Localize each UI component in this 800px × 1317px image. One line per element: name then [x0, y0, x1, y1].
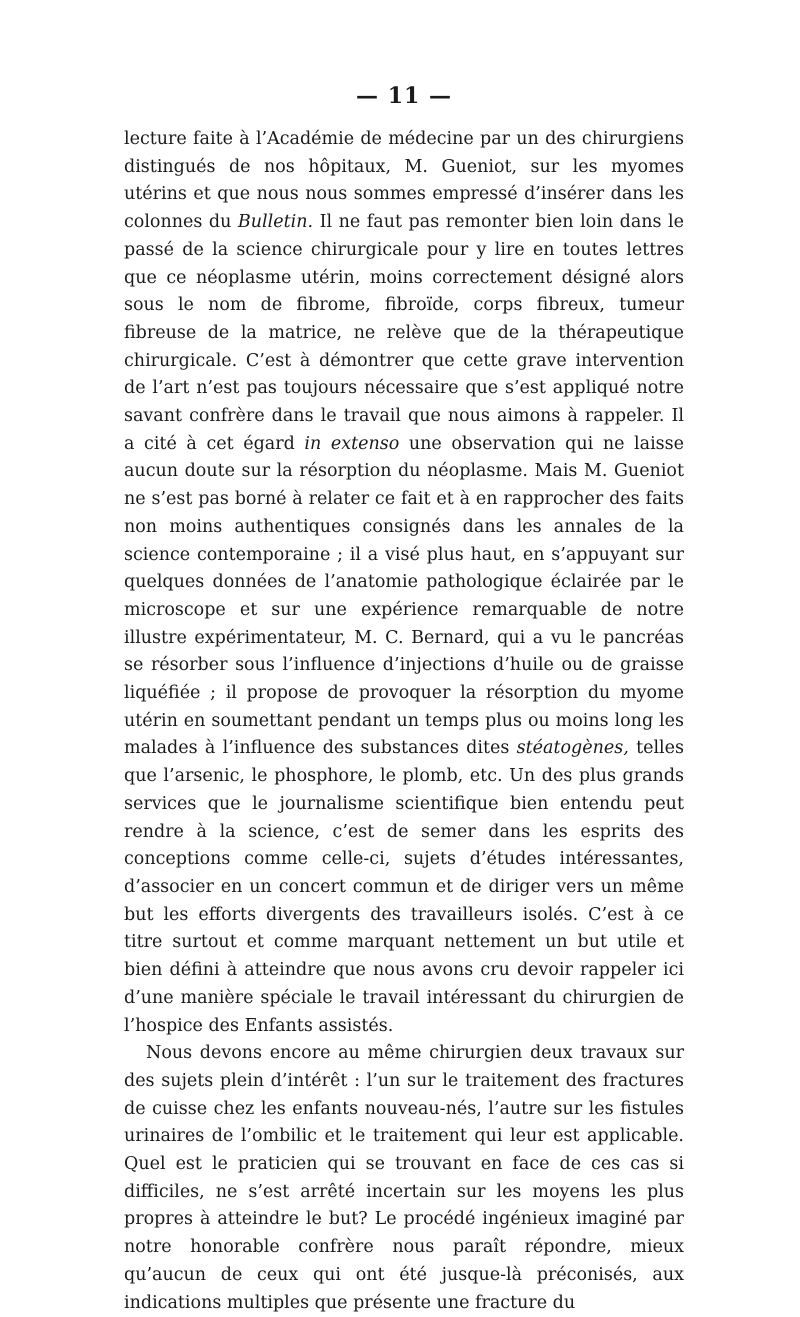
paragraph	[124, 126, 684, 1040]
text-segment: telles que l’arsenic, le phosphore, le plomb, etc. Un des plus grands services que le journalisme scientifique bien entendu peut rendre à la science, c’est de semer dans les esprits des conceptions comme celle-ci, sujets d’études intéressantes, d’associer en un concert commun et de diriger vers un même but les efforts divergents des travailleurs isolés. C’est à ce titre surtout et comme marquant nettement un but utile et bien défini à atteindre que nous avons cru devoir rappeler ici d’une manière spéciale le travail intéressant du chirurgien de l’hospice des Enfants assistés.	[124, 738, 684, 1036]
page-number: — 11 —	[356, 83, 452, 109]
italic-text-segment: in extenso	[304, 433, 400, 454]
document-page	[124, 82, 684, 1317]
text-segment: lecture faite à l’Académie de médecine par un des chirurgiens distingués de nos hôpitaux, M. Gueniot, sur les myomes utérins et que nous nous sommes empressé d’insérer dans les colonnes du	[124, 129, 684, 233]
text-segment: une observation qui ne laisse aucun doute sur la résorption du néoplasme. Mais M. Gueniot ne s’est pas borné à relater ce fait et à en rapprocher des faits non moins authentiques consignés dans les annales de la science contemporaine ; il a visé plus haut, en s’appuyant sur quelques données de l’anatomie pathologique éclairée par le microscope et sur une expérience remarquable de notre illustre expérimentateur, M. C. Bernard, qui a vu le pancréas se résorber sous l’influence d’injections d’huile ou de graisse liquéfiée ; il propose de provoquer la résorption du myome utérin en soumettant pendant un temps plus ou moins long les malades à l’influence des substances dites	[124, 433, 684, 759]
text-segment: Il ne faut pas remonter bien loin dans le passé de la science chirurgicale pour y lire en toutes lettres que ce néoplasme utérin, moins correctement désigné alors sous le nom de fibrome, fibroïde, corps fibreux, tumeur fibreuse de la matrice, ne relève que de la thérapeutique chirurgicale. C’est à démontrer que cette grave intervention de l’art n’est pas toujours nécessaire que s’est appliqué notre savant confrère dans le travail que nous aimons à rappeler. Il a cité à cet égard	[124, 212, 684, 454]
italic-text-segment: stéatogènes,	[516, 738, 629, 759]
italic-text-segment: Bulletin.	[237, 212, 314, 233]
body-text	[124, 126, 684, 1317]
text-segment: Nous devons encore au même chirurgien deux travaux sur des sujets plein d’intérêt : l’un sur le traitement des fractures de cuisse chez les enfants nouveau-nés, l’autre sur les fistules urinaires de l’ombilic et le traitement qui leur est applicable. Quel est le praticien qui se trouvant en face de ces cas si difficiles, ne s’est arrêté incertain sur les moyens les plus propres à atteindre le but? Le procédé ingénieux imaginé par notre honorable confrère nous paraît répondre, mieux qu’aucun de ceux qui ont été jusque-là préconisés, aux indications multiples que présente une fracture du	[124, 1043, 684, 1313]
paragraph	[124, 1040, 684, 1317]
